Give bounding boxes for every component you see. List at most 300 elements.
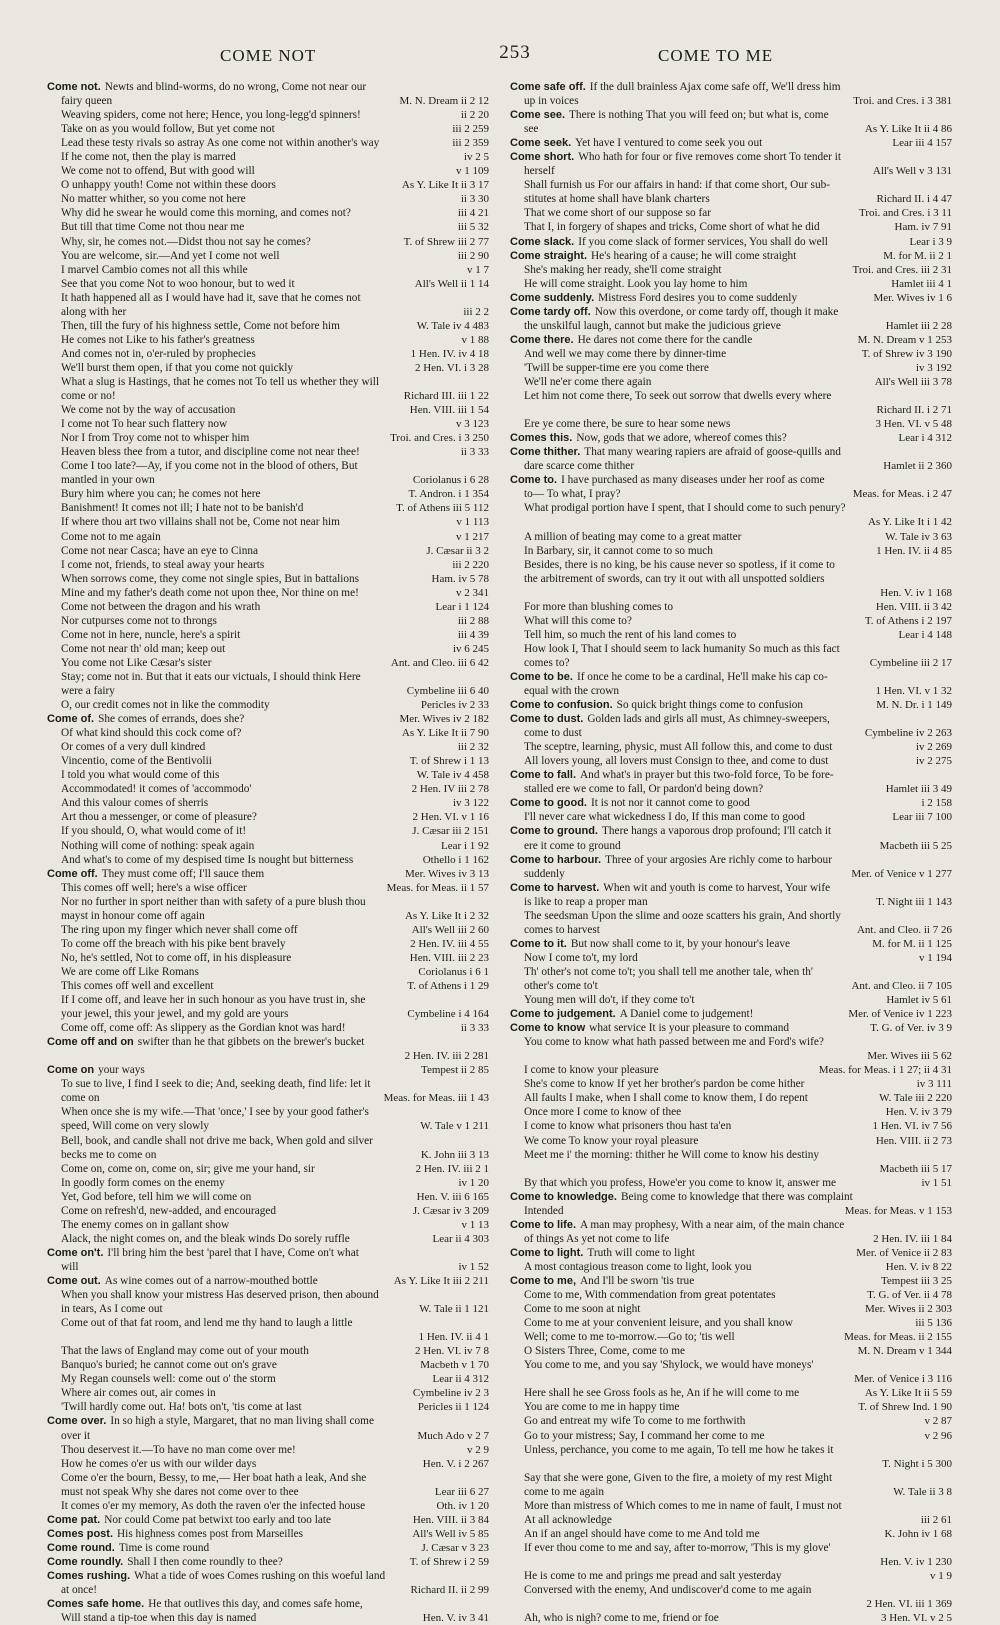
quotation-text — [510, 319, 781, 333]
reference: As Y. Like It i 2 32 — [401, 909, 489, 923]
citation-line — [510, 94, 952, 108]
reference: 2 Hen. VI. v 1 16 — [409, 810, 489, 824]
citation-line — [47, 1021, 489, 1035]
quotation-text — [47, 249, 279, 263]
quote: All faults I make, when I shall come to know them, I do repent — [524, 1092, 808, 1105]
citation-line — [47, 839, 489, 853]
reference: v 2 96 — [921, 1429, 953, 1443]
quote: His highness comes post from Marseilles — [117, 1527, 304, 1540]
headword: Come to be. — [510, 670, 573, 683]
citation-line — [47, 192, 489, 206]
quote: stalled ere we come to fall, Or pardon'd being down? — [524, 783, 764, 796]
quotation-text — [47, 108, 361, 122]
quotation-text — [510, 164, 555, 178]
reference: T. of Athens iii 5 112 — [392, 501, 489, 515]
quote: herself — [524, 165, 555, 178]
entry-line — [47, 80, 489, 94]
quotation-text — [510, 923, 600, 937]
citation-line — [510, 1077, 952, 1091]
reference: Meas. for Meas. i 2 47 — [849, 487, 952, 501]
quotation-text — [510, 1611, 719, 1625]
quote: We come not by the way of accusation — [61, 404, 236, 417]
entry-line — [510, 80, 952, 94]
citation-line — [510, 1513, 952, 1527]
reference: Cymbeline iv 2 263 — [861, 726, 952, 740]
citation-line — [510, 1316, 952, 1330]
reference: iv 1 51 — [917, 1176, 952, 1190]
headword: Come not. — [47, 81, 101, 93]
quotation-text — [510, 459, 634, 473]
reference: Lear i 4 312 — [895, 431, 952, 445]
reference: Hamlet iii 4 1 — [887, 277, 952, 291]
quote: other's come to't — [524, 980, 598, 992]
quotation-text — [47, 1358, 277, 1372]
headword: Come round. — [47, 1541, 115, 1554]
citation-line — [510, 740, 952, 754]
quote: And well we may come there by dinner-time — [524, 347, 727, 360]
reference: v 1 109 — [452, 164, 489, 178]
quote: to— To what, I pray? — [524, 488, 621, 501]
reference: Hen. V. iii 6 165 — [413, 1190, 489, 1204]
reference: iii 2 359 — [448, 136, 489, 150]
quotation-text — [47, 431, 249, 445]
quote: Alack, the night comes on, and the bleak winds Do sorely ruffle — [61, 1232, 350, 1245]
citation-line — [510, 487, 952, 501]
reference: Lear ii 4 303 — [428, 1232, 489, 1246]
quotation-text — [510, 375, 651, 389]
quote: Vincentio, come of the Bentivolii — [61, 755, 212, 768]
quotation-text — [510, 1541, 831, 1555]
quotation-text — [510, 993, 695, 1007]
quote: O Sisters Three, Come, come to me — [524, 1345, 686, 1358]
quote: We'll ne'er come there again — [524, 375, 652, 388]
quotation-text — [47, 1288, 379, 1302]
citation-line — [47, 1358, 489, 1372]
quote: What will this come to? — [524, 614, 632, 627]
quote: becks me to come on — [61, 1148, 157, 1161]
reference: M. N. Dream v 1 253 — [854, 333, 952, 347]
citation-line — [510, 1485, 952, 1499]
quote: We'll burst them open, if that you come not quickly — [61, 361, 294, 374]
quotation-text — [47, 1429, 90, 1443]
citation-line — [510, 417, 952, 431]
reference: iv 3 122 — [449, 796, 489, 810]
reference: Cymbeline iii 2 17 — [866, 656, 952, 670]
entry-line — [510, 1246, 952, 1260]
headword: Come to ground. — [510, 825, 598, 838]
citation-line — [510, 839, 952, 853]
reference: Mer. Wives iv 1 6 — [870, 291, 953, 305]
citation-line — [47, 881, 489, 895]
citation-line — [47, 923, 489, 937]
quote: Truth will come to light — [587, 1246, 695, 1259]
quotation-text — [47, 600, 260, 614]
quotation-text — [510, 824, 831, 838]
quote: That I, in forgery of shapes and tricks, Come short of what he did — [524, 221, 820, 234]
headword: Comes post. — [47, 1527, 114, 1540]
quotation-text — [510, 754, 828, 768]
citation-line — [47, 1218, 489, 1232]
quotation-text — [47, 656, 212, 670]
reference: Cymbeline i 4 164 — [403, 1007, 489, 1021]
citation-line — [510, 220, 952, 234]
quotation-text — [510, 305, 838, 319]
entry-line — [510, 1190, 952, 1204]
entry-line — [510, 768, 952, 782]
reference: iv 3 111 — [913, 1077, 952, 1091]
reference: Meas. for Meas. ii 1 57 — [383, 881, 489, 895]
quote: When sorrows come, they come not single spies, But in battalions — [61, 572, 360, 585]
reference: M. for M. ii 1 125 — [868, 937, 952, 951]
quote: equal with the crown — [524, 685, 620, 698]
quote: Heaven bless thee from a tutor, and discipline come not near thee! — [61, 446, 360, 459]
quote: In so high a style, Margaret, that no man living shall come — [110, 1415, 374, 1428]
quotation-text — [510, 1344, 685, 1358]
reference: Meas. for Meas. v 1 153 — [841, 1204, 952, 1218]
quotation-text — [47, 487, 261, 501]
citation-line — [510, 1457, 952, 1471]
headword: Come tardy off. — [510, 305, 591, 318]
quotation-text — [510, 1007, 753, 1021]
reference: v 1 217 — [452, 530, 489, 544]
reference: v 2 87 — [921, 1414, 953, 1428]
reference: Hen. VIII. iii 2 23 — [406, 951, 489, 965]
quotation-text — [510, 487, 621, 501]
reference: Richard III. iii 1 22 — [400, 389, 489, 403]
quotation-text — [47, 1077, 371, 1091]
quotation-text — [47, 1091, 100, 1105]
quote: come or no! — [61, 390, 116, 403]
quote: If you come slack of former services, You shall do well — [578, 235, 828, 248]
headword: Come on — [47, 1064, 95, 1077]
citation-line — [510, 1372, 952, 1386]
left-running-head: COME NOT — [220, 46, 317, 65]
quote: No matter whither, so you come not here — [61, 193, 246, 206]
quote: Come not to me again — [61, 530, 161, 543]
reference: Hen. V. iv 3 79 — [882, 1105, 952, 1119]
citation-line — [510, 614, 952, 628]
quote: Come not in here, nuncle, here's a spirit — [61, 628, 241, 641]
reference: iii 2 220 — [448, 558, 489, 572]
quote: Art thou a messenger, or come of pleasure? — [61, 811, 257, 824]
headword: Come slack. — [510, 235, 575, 248]
quotation-text — [510, 1499, 842, 1513]
quotation-text — [510, 853, 832, 867]
quotation-text — [510, 544, 713, 558]
quotation-text — [510, 530, 741, 544]
entry-line — [510, 108, 952, 122]
citation-line — [47, 1485, 489, 1499]
quotation-text — [47, 782, 251, 796]
reference: 3 Hen. VI. v 2 5 — [877, 1611, 952, 1625]
headword: Come out. — [47, 1274, 101, 1287]
quotation-text — [47, 993, 365, 1007]
quote: And I'll be sworn 'tis true — [580, 1274, 695, 1287]
entry-line — [510, 333, 952, 347]
quotation-text — [47, 291, 361, 305]
quotation-text — [510, 810, 805, 824]
quote: If you should, O, what would come of it! — [61, 825, 247, 838]
quotation-text — [510, 1035, 824, 1049]
quotation-text — [510, 235, 828, 249]
citation-line — [47, 628, 489, 642]
quotation-text — [47, 1555, 283, 1569]
quote: And comes not in, o'er-ruled by prophecies — [61, 347, 256, 360]
citation-line — [47, 1443, 489, 1457]
quote: I marvel Cambio comes not all this while — [61, 263, 248, 276]
citation-line — [47, 501, 489, 515]
reference: Macbeth iii 5 17 — [876, 1162, 952, 1176]
quote: We are come off Like Romans — [61, 965, 199, 978]
page-header — [30, 40, 970, 68]
reference: 2 Hen. IV. iii 2 281 — [401, 1049, 489, 1063]
quote: See that you come Not to woo honour, but to wed it — [61, 277, 295, 290]
citation-line — [47, 122, 489, 136]
citation-line — [47, 824, 489, 838]
quote: Come to me soon at night — [524, 1303, 641, 1316]
quote: Come to me, With commendation from great potentates — [524, 1289, 776, 1302]
quotation-text — [47, 1372, 276, 1386]
reference: J. Cæsar iv 3 209 — [409, 1204, 489, 1218]
citation-line — [47, 1583, 489, 1597]
quote: If the dull brainless Ajax come safe off, We'll dress him — [589, 81, 841, 93]
quote: Accommodated! it comes of 'accommodo' — [61, 783, 252, 796]
quotation-text — [510, 1400, 679, 1414]
citation-line — [47, 94, 489, 108]
reference: Ant. and Cleo. ii 7 26 — [853, 923, 952, 937]
reference: J. Cæsar ii 3 2 — [422, 544, 489, 558]
quote: What prodigal portion have I spent, that I should come to such penury? — [524, 502, 846, 515]
citation-line — [47, 614, 489, 628]
quote: A million of beating may come to a great matter — [524, 530, 742, 543]
quotation-text — [47, 1344, 309, 1358]
quote: I come to know your pleasure — [524, 1064, 659, 1077]
headword: Come safe off. — [510, 81, 586, 93]
quote: I told you what would come of this — [61, 769, 220, 782]
reference: v 1 9 — [926, 1569, 952, 1583]
quote: Besides, there is no king, be his cause never so spotless, if it come to — [524, 558, 835, 571]
quote: ere it come to ground — [524, 839, 621, 852]
reference: Mer. Wives ii 2 303 — [861, 1302, 952, 1316]
quote: Ere ye come there, be sure to hear some news — [524, 418, 731, 431]
headword: Come seek. — [510, 137, 572, 150]
quotation-text — [510, 417, 730, 431]
quotation-text — [510, 94, 579, 108]
quotation-text — [510, 1190, 853, 1204]
headword: Comes safe home. — [47, 1598, 145, 1611]
citation-line — [510, 1260, 952, 1274]
quote: Here shall he see Gross fools as he, An if he will come to me — [524, 1387, 800, 1400]
entry-line — [510, 1021, 952, 1035]
quote: Go to your mistress; Say, I command her come to me — [524, 1429, 765, 1442]
reference: 1 Hen. IV. iv 4 18 — [407, 347, 489, 361]
quote: over it — [61, 1429, 91, 1442]
quote: Will stand a tip-toe when this day is named — [61, 1612, 257, 1625]
quote: Come I too late?—Ay, if you come not in the blood of others, But — [61, 460, 358, 473]
entry-line — [47, 1063, 489, 1077]
quotation-text — [510, 263, 722, 277]
quote: Mine and my father's death come not upon thee, Nor thine on me! — [61, 586, 359, 599]
quotation-text — [510, 1021, 789, 1035]
reference: W. Tale iv 4 483 — [413, 319, 489, 333]
headword: Come to life. — [510, 1218, 577, 1231]
reference: Macbeth iii 5 25 — [876, 839, 952, 853]
quote: come to dust — [524, 727, 582, 740]
citation-line — [510, 206, 952, 220]
entry-line — [47, 1513, 489, 1527]
quotation-text — [47, 1457, 256, 1471]
reference: W. Tale iv 4 458 — [413, 768, 489, 782]
quotation-text — [510, 122, 538, 136]
reference: iii 2 61 — [917, 1513, 952, 1527]
citation-line — [47, 473, 489, 487]
quotation-text — [47, 614, 217, 628]
quote: A man may prophesy, With a near aim, of the main chance — [580, 1218, 845, 1231]
citation-line — [510, 810, 952, 824]
quotation-text — [47, 94, 112, 108]
citation-line — [510, 923, 952, 937]
citation-line — [510, 1148, 952, 1162]
reference: J. Cæsar v 3 23 — [417, 1541, 489, 1555]
quotation-text — [47, 1119, 209, 1133]
reference: As Y. Like It ii 4 86 — [861, 122, 952, 136]
reference: Troi. and Cres. i 3 250 — [386, 431, 489, 445]
reference: ii 3 33 — [457, 445, 489, 459]
reference: W. Tale ii 3 8 — [889, 1485, 952, 1499]
quotation-text — [47, 445, 360, 459]
quotation-text — [47, 403, 235, 417]
quote: Or comes of a very dull kindred — [61, 741, 206, 754]
quotation-text — [510, 333, 752, 347]
citation-line — [510, 1569, 952, 1583]
citation-line — [510, 1400, 952, 1414]
quotation-text — [47, 1007, 288, 1021]
quote: 'Twill hardly come out. Ha! bots on't, 'tis come at last — [61, 1401, 302, 1414]
quote: must not speak Why she dares not come over to thee — [61, 1485, 299, 1498]
citation-line — [47, 164, 489, 178]
citation-line — [510, 515, 952, 529]
quote: will — [61, 1260, 79, 1273]
citation-line — [47, 108, 489, 122]
citation-line — [47, 403, 489, 417]
citation-line — [510, 1049, 952, 1063]
quote: She comes of errands, does she? — [98, 713, 245, 726]
headword: Come there. — [510, 333, 574, 346]
quotation-text — [510, 684, 619, 698]
reference: T. G. of Ver. ii 4 78 — [863, 1288, 952, 1302]
reference: iii 2 2 — [459, 305, 489, 319]
reference: Hen. V. iv 3 41 — [419, 1611, 489, 1625]
reference: Lear ii 4 312 — [428, 1372, 489, 1386]
citation-line — [510, 600, 952, 614]
citation-line — [47, 319, 489, 333]
quote: He will come straight. Look you lay home to him — [524, 277, 748, 290]
quotation-text — [510, 361, 709, 375]
citation-line — [47, 544, 489, 558]
citation-line — [47, 1429, 489, 1443]
quotation-text — [47, 1400, 302, 1414]
quotation-text — [510, 178, 830, 192]
quote: By that which you profess, Howe'er you come to know it, answer me — [524, 1176, 837, 1189]
citation-line — [510, 1105, 952, 1119]
quotation-text — [47, 122, 275, 136]
quotation-text — [47, 361, 293, 375]
quote: Once more I come to know of thee — [524, 1106, 682, 1119]
citation-line — [510, 586, 952, 600]
citation-line — [47, 235, 489, 249]
citation-line — [47, 1007, 489, 1021]
quote: I come not To hear such flattery now — [61, 418, 228, 431]
quotation-text — [510, 389, 831, 403]
reference: T. of Shrew Ind. 1 90 — [854, 1400, 952, 1414]
quote: That the laws of England may come out of your mouth — [61, 1345, 309, 1358]
headword: Come to judgement. — [510, 1008, 616, 1021]
quote: She's come to know If yet her brother's pardon be come hither — [524, 1078, 805, 1091]
quotation-text — [510, 895, 648, 909]
quotation-text — [510, 1513, 612, 1527]
citation-line — [510, 1063, 952, 1077]
reference: T. G. of Ver. iv 3 9 — [866, 1021, 952, 1035]
citation-line — [47, 642, 489, 656]
quote: He comes not Like to his father's greatness — [61, 333, 255, 346]
quote: There is nothing That you will feed on; but what is, come — [569, 109, 829, 122]
entry-line — [47, 1569, 489, 1583]
citation-line — [47, 600, 489, 614]
citation-line — [510, 1302, 952, 1316]
reference: Lear i 1 92 — [437, 839, 489, 853]
citation-line — [510, 993, 952, 1007]
reference: Lear iii 7 100 — [888, 810, 952, 824]
reference: Meas. for Meas. ii 2 155 — [840, 1330, 952, 1344]
reference: Macbeth v 1 70 — [416, 1358, 489, 1372]
quote: Then, till the fury of his highness settle, Come not before him — [61, 319, 340, 332]
reference: M. N. Dream v 1 344 — [854, 1344, 952, 1358]
citation-line — [510, 1288, 952, 1302]
quote: So quick bright things come to confusion — [616, 699, 804, 712]
quotation-text — [510, 1260, 751, 1274]
quotation-text — [47, 558, 264, 572]
quote: He is come to me and prings me pread and salt yesterday — [524, 1569, 782, 1582]
citation-line — [510, 1119, 952, 1133]
quote: We come To know your royal pleasure — [524, 1134, 699, 1147]
quote: As wine comes out of a narrow-mouthed bottle — [104, 1274, 318, 1287]
quotation-text — [47, 459, 358, 473]
headword: Come to good. — [510, 797, 587, 810]
quotation-text — [510, 1274, 694, 1288]
reference: M. N. Dr. i 1 149 — [872, 698, 952, 712]
entry-line — [510, 698, 952, 712]
quotation-text — [47, 628, 240, 642]
citation-line — [47, 347, 489, 361]
citation-line — [510, 1386, 952, 1400]
quotation-text — [510, 572, 825, 586]
quotation-text — [47, 136, 379, 150]
quotation-text — [47, 796, 208, 810]
quotation-text — [510, 249, 796, 263]
quotation-text — [510, 1527, 760, 1541]
quote: Ah, who is nigh? come to me, friend or foe — [524, 1612, 719, 1625]
quote: If he come not, then the play is marred — [61, 151, 236, 164]
quote: speed, Will come on very slowly — [61, 1120, 210, 1133]
headword: Come off and on — [47, 1036, 134, 1049]
quote: Say that she were gone, Given to the fire, a moiety of my rest Might — [524, 1471, 833, 1484]
headword: Come off. — [47, 867, 98, 880]
reference: iv 2 275 — [912, 754, 952, 768]
reference: 2 Hen. VI. i 3 28 — [411, 361, 489, 375]
reference: 2 Hen. IV. iii 2 1 — [412, 1162, 489, 1176]
quote: Shall I then come roundly to thee? — [127, 1555, 283, 1568]
quotation-text — [47, 473, 155, 487]
